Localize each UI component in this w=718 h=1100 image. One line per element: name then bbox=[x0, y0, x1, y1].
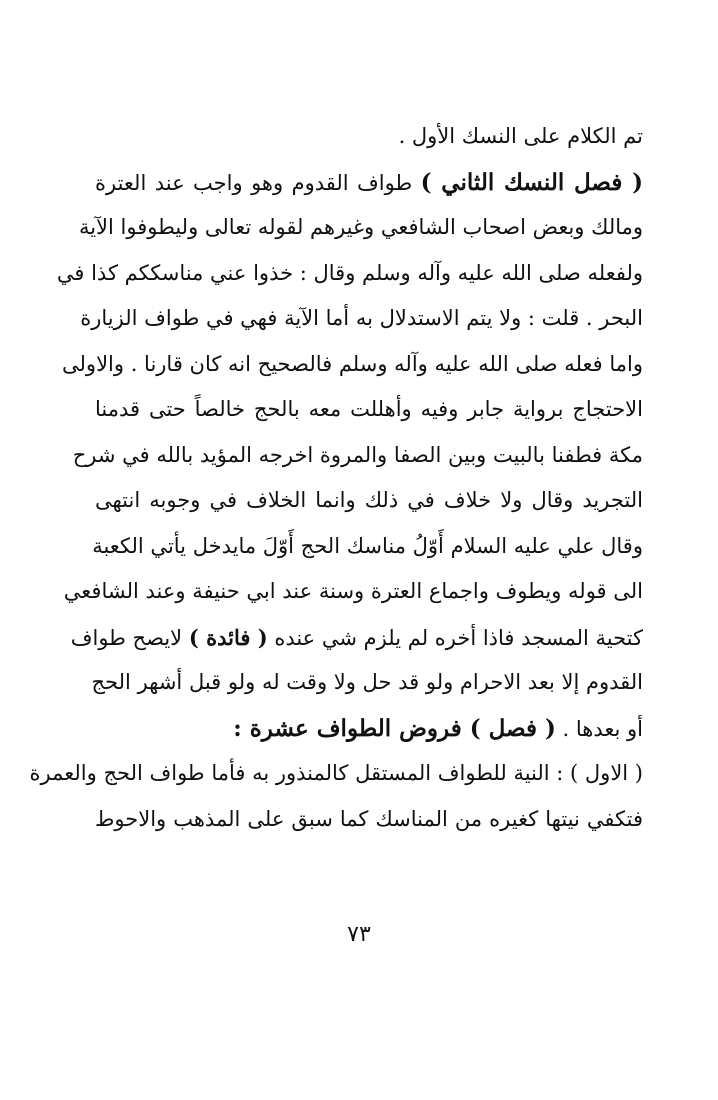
text-line-1: تم الكلام على النسك الأول . bbox=[398, 124, 643, 148]
text-line-9: التجريد وقال ولا خلاف في ذلك وانما الخلاف في وجوبه انتهى bbox=[95, 488, 643, 512]
text-line-6: واما فعله صلى الله عليه وآله وسلم فالصحيح انه كان قارنا . والاولى bbox=[62, 351, 643, 376]
section-heading-2: ( فصل ) فروض الطواف عشرة : bbox=[233, 714, 556, 742]
text-line-7: الاحتجاج برواية جابر وفيه وأهللت معه بالحج خالصاً حتى قدمنا bbox=[95, 397, 643, 421]
text-line-14: أو بعدها . ( فصل ) فروض الطواف عشرة : bbox=[233, 714, 643, 742]
text-line-5: البحر . قلت : ولا يتم الاستدلال به أما الآية فهي في طواف الزيارة bbox=[80, 306, 643, 330]
text-line-11: الى قوله ويطوف واجماع العترة وسنة عند ابي حنيفة وعند الشافعي bbox=[63, 579, 643, 603]
text-line-15: ( الاول ) : النية للطواف المستقل كالمنذور به فأما طواف الحج والعمرة bbox=[29, 761, 643, 785]
text-line-3: ومالك وبعض اصحاب الشافعي وغيرهم لقوله تعالى وليطوفوا الآية bbox=[78, 215, 643, 239]
page-body bbox=[29, 114, 644, 842]
text-line-2: ( فصل النسك الثاني ) طواف القدوم وهو واجب عند العترة bbox=[95, 168, 644, 196]
page-number: ٧٣ bbox=[347, 922, 371, 947]
text-line-4: ولفعله صلى الله عليه وآله وسلم وقال : خذوا عني مناسككم كذا في bbox=[56, 260, 643, 285]
text-line-8: مكة فطفنا بالبيت وبين الصفا والمروة اخرجه المؤيد بالله في شرح bbox=[72, 442, 643, 467]
section-heading: ( فصل النسك الثاني ) bbox=[420, 168, 644, 196]
text-line-12: كتحية المسجد فاذا أخره لم يلزم شي عنده ( فائدة ) لايصح طواف bbox=[70, 624, 643, 650]
text-line-16: فتكفي نيتها كغيره من المناسك كما سبق على المذهب والاحوط bbox=[95, 806, 643, 831]
text-line-13: القدوم إلا بعد الاحرام ولو قد حل ولا وقت له ولو قبل أشهر الحج bbox=[91, 670, 643, 694]
benefit-label: ( فائدة ) bbox=[188, 624, 268, 650]
text-line-10: وقال علي عليه السلام أَوّلُ مناسك الحج أَوّلَ مايدخل يأتي الكعبة bbox=[92, 533, 643, 558]
